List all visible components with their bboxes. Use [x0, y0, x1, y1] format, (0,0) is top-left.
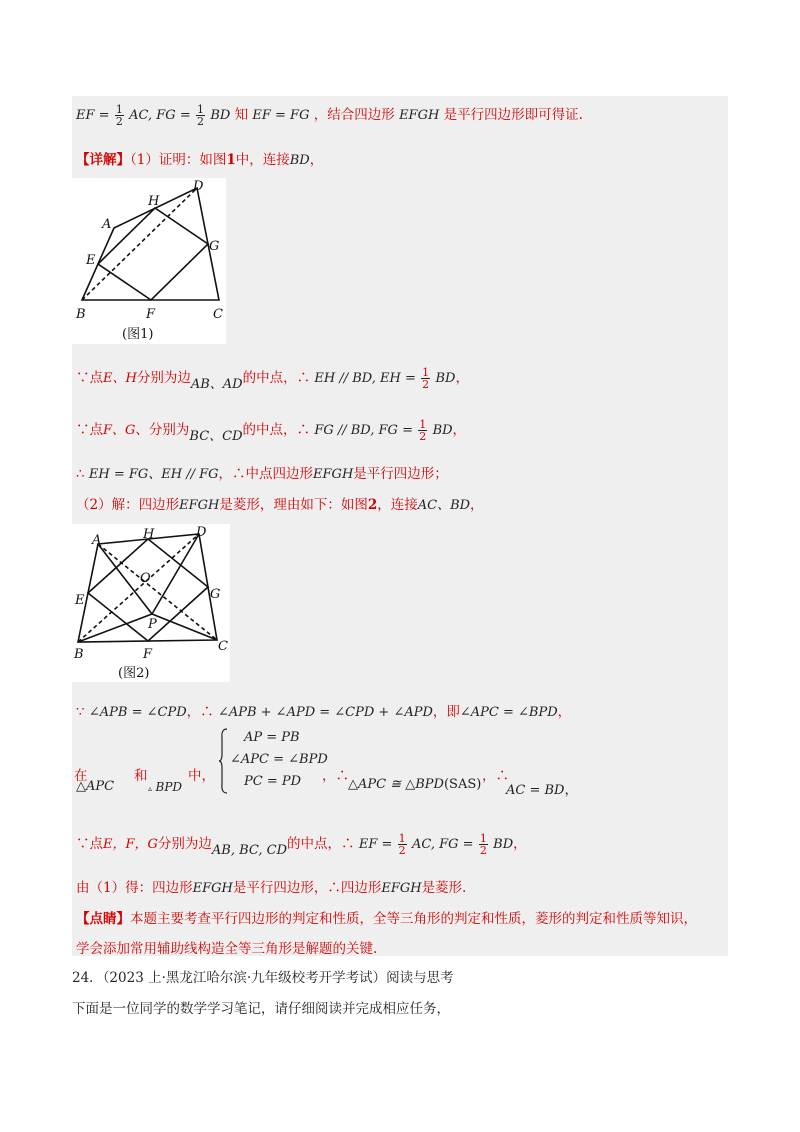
solution-line-9 — [76, 832, 527, 856]
math-eh-eq-fg: EH = FG、EH // FG — [88, 467, 219, 482]
text-fig-num: 1 — [226, 152, 236, 168]
math-ac-fg: AC, FG = — [411, 837, 474, 852]
math-angle-apc-bpd: ∠APC = ∠BPD — [459, 705, 558, 720]
detail-tag: 【详解】 — [76, 152, 130, 168]
text-connect: 中，连接 — [235, 152, 290, 168]
math-sides-ab-bc-cd: AB, BC, CD — [211, 843, 288, 858]
text-midpoint-quad: 中点四边形 — [245, 466, 314, 482]
text-midpoint: 的中点， — [287, 836, 342, 852]
label-h: H — [148, 194, 160, 209]
solution-line-7 — [76, 700, 571, 720]
text-intro: 下面是一位同学的数学学习笔记，请仔细阅读并完成相应任务， — [72, 1001, 450, 1017]
math-eh-parallel-bd: EH // BD, EH = — [314, 371, 416, 386]
segment-bp — [78, 614, 152, 642]
system-row-3: PC = PD — [244, 774, 302, 789]
math-bd: BD — [493, 837, 514, 852]
segment-pc — [152, 614, 217, 640]
math-angle-sum: ∠APB + ∠APD = ∠CPD + ∠APD — [217, 705, 433, 720]
math-sides-ab-ad: AB、AD — [190, 377, 243, 392]
solution-line-6 — [76, 493, 484, 513]
because-symbol: ∵ — [76, 704, 85, 720]
fraction-half: $\frac{1}{2}$ — [115, 103, 123, 128]
therefore-symbol: ∴ — [76, 466, 85, 482]
fraction-half: $\frac{1}{2}$ — [398, 832, 406, 857]
text-fig-num: 2 — [367, 497, 378, 513]
text-respectively: 分别为边 — [136, 370, 191, 386]
fraction-half: $\frac{1}{2}$ — [479, 832, 487, 857]
text-connect: ，连接 — [377, 497, 418, 513]
fraction-half: $\frac{1}{2}$ — [419, 418, 427, 443]
label-h: H — [143, 527, 155, 542]
math-bd: BD — [435, 371, 456, 386]
math-points-efg: E，F，G — [103, 837, 158, 852]
math-ef-eq-fg: EF = FG — [252, 108, 310, 123]
text-from-part-1: 由（1）得：四边形 — [76, 880, 193, 896]
text-he: 和 — [134, 768, 148, 784]
text-rhombus-reason: 是菱形，理由如下：如图 — [219, 497, 368, 513]
text-is-parallelogram: 是平行四边形； — [353, 466, 448, 482]
label-g: G — [210, 587, 221, 602]
solution-line-11 — [76, 907, 697, 927]
therefore-symbol: ∴ — [327, 880, 341, 896]
comma: ， — [452, 422, 467, 438]
text-is-parallelogram: 是平行四边形， — [232, 880, 328, 896]
therefore-symbol: ∴ — [341, 836, 355, 852]
text-respectively: 、分别为 — [135, 422, 190, 438]
text-combine: ，结合四边形 — [313, 107, 395, 123]
label-g: G — [209, 239, 220, 254]
math-efgh: EFGH — [313, 467, 354, 482]
label-b: B — [74, 647, 84, 662]
text-midpoint: 的中点， — [242, 422, 297, 438]
label-f: F — [146, 307, 156, 322]
system-row-2: ∠APC = ∠BPD — [230, 752, 328, 767]
solution-line-5 — [76, 462, 448, 482]
comma: ， — [186, 704, 201, 720]
solution-line-2 — [76, 148, 323, 168]
diagonal-bd — [82, 188, 197, 300]
text-midpoint: 的中点， — [242, 370, 297, 386]
label-a: A — [102, 217, 112, 232]
solution-line-8-result — [322, 764, 349, 784]
question-24-header — [72, 966, 454, 986]
fraction-half: $\frac{1}{2}$ — [197, 103, 205, 128]
figure-1 — [72, 178, 226, 344]
brace-icon — [218, 728, 228, 794]
math-efgh: EFGH — [399, 108, 440, 123]
therefore-symbol: ∴ — [232, 466, 246, 482]
figure-1-svg — [72, 178, 226, 344]
label-d: D — [196, 525, 207, 540]
math-fg-parallel-bd: FG // BD, FG = — [314, 423, 413, 438]
therefore-symbol: ∴ — [335, 768, 349, 784]
math-ac-fg: AC, FG = — [129, 108, 191, 123]
comma: ， — [322, 768, 336, 784]
text-zhi: 知 — [234, 107, 249, 123]
label-e: E — [86, 253, 96, 268]
math-congruent: △APC ≅ △BPD(SAS) — [348, 777, 482, 792]
solution-line-3 — [76, 366, 469, 390]
math-ac-eq-bd: AC = BD， — [506, 782, 578, 798]
text-point: 点 — [89, 370, 103, 386]
solution-line-4 — [76, 418, 466, 442]
label-p: P — [148, 617, 157, 632]
because-symbol: ∵ — [76, 370, 90, 386]
text-comment: 本题主要考查平行四边形的判定和性质，全等三角形的判定和性质，菱形的判定和性质等知识， — [130, 911, 697, 927]
solution-line-10 — [76, 876, 466, 896]
math-bd: BD — [432, 423, 453, 438]
math-bd: BD — [210, 108, 231, 123]
figure-2 — [72, 524, 230, 682]
text-quad: 四边形 — [340, 880, 382, 896]
question-number: 24． — [72, 970, 103, 986]
label-c: C — [213, 307, 223, 322]
system-row-1: AP = PB — [244, 730, 300, 745]
comma: ， — [309, 152, 324, 168]
math-efgh: EFGH — [381, 881, 422, 896]
comma: ， — [455, 370, 469, 386]
label-c: C — [218, 639, 228, 654]
therefore-symbol: ∴ — [296, 370, 311, 386]
question-source: （2023 上·黑龙江哈尔滨·九年级校考开学考试） — [102, 970, 387, 986]
math-ef: EF = — [76, 108, 110, 123]
math-tri-apc: △APC — [76, 779, 115, 794]
comma: ， — [470, 497, 484, 513]
therefore-symbol: ∴ — [296, 422, 311, 438]
solution-line-8-tail — [482, 764, 509, 784]
math-angle-apb-cpd: ∠APB = ∠CPD — [88, 705, 187, 720]
comma: ， — [218, 466, 233, 482]
math-ef: EF = — [358, 837, 393, 852]
therefore-symbol: ∴ — [495, 768, 509, 784]
label-d: D — [193, 179, 204, 194]
solution-line-12 — [76, 937, 377, 957]
text-namely: ，即 — [432, 704, 460, 720]
text-is-rhombus: 是菱形. — [421, 880, 467, 896]
comma: ， — [513, 836, 527, 852]
label-a: A — [92, 533, 102, 548]
solution-line-1 — [76, 103, 583, 127]
fraction-half: $\frac{1}{2}$ — [422, 366, 430, 391]
comma: ， — [482, 768, 496, 784]
comment-tag: 【点睛】 — [76, 911, 130, 927]
figure-2-svg — [72, 524, 230, 682]
text-point: 点 — [89, 422, 103, 438]
math-tri-bpd: ▵ BPD — [148, 780, 183, 794]
text-respectively: 分别为边 — [157, 836, 212, 852]
math-sides-bc-cd: BC、CD — [189, 429, 243, 444]
because-symbol: ∵ — [76, 422, 90, 438]
math-points-eh: E、H — [103, 371, 137, 386]
text-point: 点 — [89, 836, 103, 852]
text-part-2: （2）解：四边形 — [76, 497, 180, 513]
diagonal-ac — [98, 544, 217, 640]
comma: ， — [557, 704, 572, 720]
math-points-fg: F、G — [103, 423, 136, 438]
math-ac-bd: AC、BD — [417, 498, 471, 513]
text-proof: （1）证明：如图 — [130, 152, 227, 168]
text-parallelogram: 是平行四边形即可得证. — [443, 107, 583, 123]
text-zai: 在 — [74, 768, 88, 784]
quadrilateral-efgh — [98, 208, 208, 300]
label-e: E — [75, 593, 85, 608]
figure-2-caption: (图2) — [118, 666, 150, 681]
math-efgh: EFGH — [192, 881, 233, 896]
figure-1-caption: (图1) — [122, 327, 154, 342]
text-zhong: 中， — [188, 768, 215, 784]
math-efgh: EFGH — [179, 498, 220, 513]
label-o: O — [140, 571, 151, 586]
label-b: B — [76, 307, 86, 322]
because-symbol: ∵ — [76, 836, 90, 852]
math-bd: BD — [289, 153, 310, 168]
label-f: F — [143, 647, 153, 662]
therefore-symbol: ∴ — [200, 704, 214, 720]
question-24-intro — [72, 997, 450, 1017]
text-key: 学会添加常用辅助线构造全等三角形是解题的关键. — [76, 941, 378, 957]
question-title: 阅读与思考 — [386, 970, 454, 986]
